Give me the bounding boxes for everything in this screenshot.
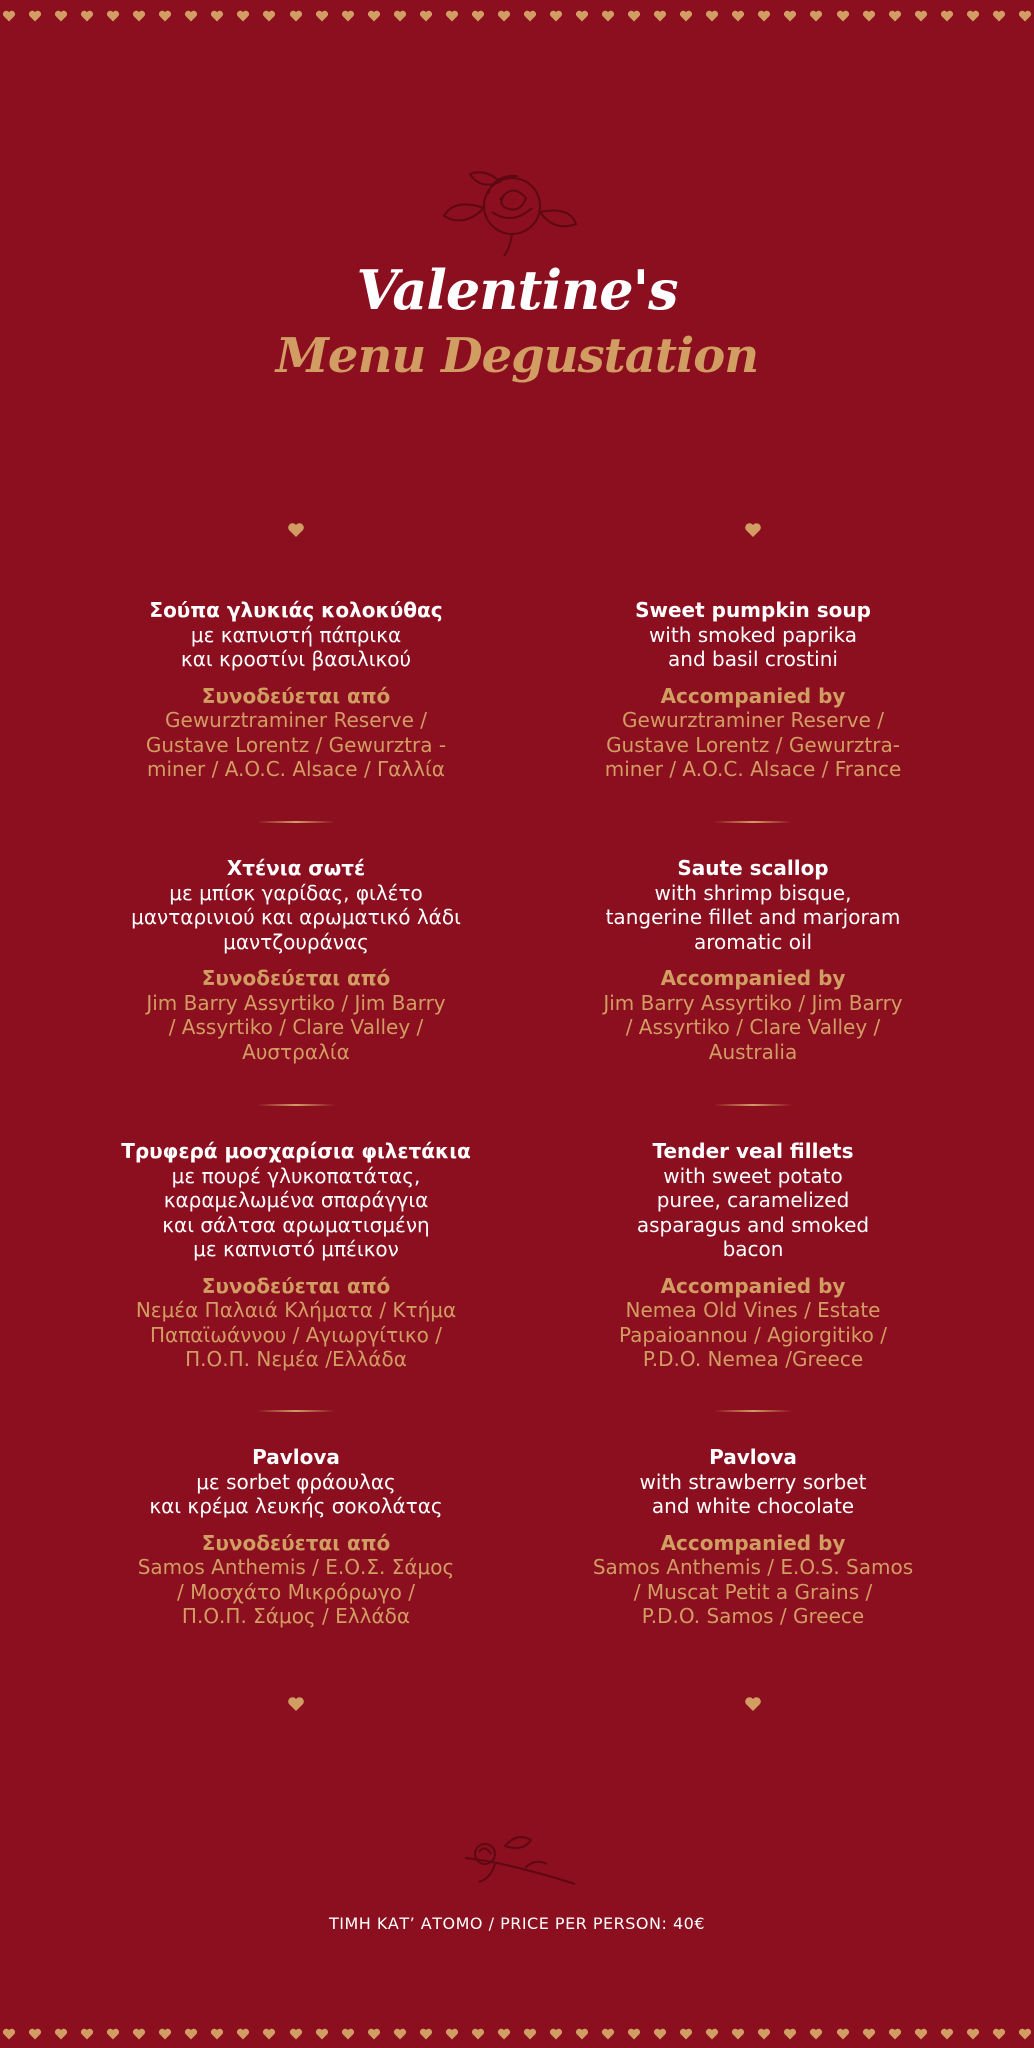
heart-icon bbox=[757, 2026, 771, 2040]
heart-icon bbox=[445, 8, 459, 22]
wine-pairing-label: Συνοδεύεται από bbox=[201, 683, 391, 708]
heart-icon bbox=[287, 522, 305, 538]
dish-description: με καπνιστή πάπρικα bbox=[190, 622, 402, 647]
dish-name: Tender veal fillets bbox=[652, 1139, 854, 1163]
heart-icon bbox=[262, 8, 276, 22]
wine-pairing: / Μοσχάτο Μικρόρωγο / bbox=[177, 1579, 415, 1604]
dish-description: with sweet potato bbox=[663, 1163, 843, 1188]
dish-description: and basil crostini bbox=[668, 647, 838, 671]
heart-icon bbox=[679, 8, 693, 22]
heart-icon bbox=[575, 8, 589, 22]
heart-icon bbox=[289, 8, 303, 22]
dish-description: καραμελωμένα σπαράγγια bbox=[163, 1188, 429, 1212]
dish-name: Saute scallop bbox=[677, 856, 829, 880]
heart-icon bbox=[992, 8, 1006, 22]
heart-icon bbox=[783, 2026, 797, 2040]
heart-icon bbox=[497, 2026, 511, 2040]
course-2-greek bbox=[96, 856, 496, 1064]
heart-icon bbox=[888, 8, 902, 22]
heart-icon bbox=[940, 8, 954, 22]
heart-icon bbox=[184, 2026, 198, 2040]
dish-description: με πουρέ γλυκοπατάτας, bbox=[171, 1163, 421, 1188]
dish-name: Sweet pumpkin soup bbox=[635, 598, 871, 622]
menu-subtitle: Menu Degustation bbox=[275, 328, 759, 384]
heart-icon bbox=[445, 2026, 459, 2040]
wine-pairing-label: Accompanied by bbox=[660, 683, 846, 708]
heart-icon bbox=[705, 2026, 719, 2040]
price-per-person: ΤΙΜΗ ΚΑΤ’ ΑΤΟΜΟ / PRICE PER PERSON: 40€ bbox=[329, 1914, 705, 1933]
dish-description: και κροστίνι βασιλικού bbox=[180, 647, 412, 671]
section-divider bbox=[714, 1410, 792, 1412]
section-divider bbox=[257, 1410, 335, 1412]
heart-icon bbox=[367, 8, 381, 22]
heart-icon bbox=[757, 8, 771, 22]
heart-icon bbox=[80, 8, 94, 22]
heart-icon bbox=[54, 2026, 68, 2040]
heart-icon bbox=[744, 522, 762, 538]
heart-icon bbox=[940, 2026, 954, 2040]
heart-icon bbox=[315, 2026, 329, 2040]
heart-icon bbox=[1018, 8, 1032, 22]
heart-icon bbox=[106, 2026, 120, 2040]
dish-description: aromatic oil bbox=[693, 929, 813, 954]
dish-name: Pavlova bbox=[709, 1445, 797, 1469]
heart-icon bbox=[549, 8, 563, 22]
heart-icon bbox=[341, 2026, 355, 2040]
wine-pairing: / Assyrtiko / Clare Valley / bbox=[168, 1015, 424, 1039]
heart-icon bbox=[287, 1696, 305, 1712]
heart-icon bbox=[28, 8, 42, 22]
heart-icon bbox=[158, 8, 172, 22]
wine-pairing: Π.Ο.Π. Νεμέα /Ελλάδα bbox=[185, 1347, 407, 1371]
top-heart-border bbox=[0, 0, 1034, 30]
wine-pairing: / Muscat Petit a Grains / bbox=[633, 1579, 873, 1604]
section-divider bbox=[257, 821, 335, 823]
heart-icon bbox=[523, 8, 537, 22]
wine-pairing: Νεμέα Παλαιά Κλήματα / Κτήμα bbox=[135, 1298, 457, 1322]
course-1-english bbox=[553, 598, 953, 782]
heart-icon bbox=[28, 2026, 42, 2040]
wine-pairing-label: Συνοδεύεται από bbox=[201, 966, 391, 990]
wine-pairing-label: Συνοδεύεται από bbox=[201, 1530, 391, 1555]
heart-icon bbox=[653, 2026, 667, 2040]
heart-icon bbox=[836, 2026, 850, 2040]
dish-description: με καπνιστό μπέικον bbox=[193, 1237, 399, 1261]
heart-icon bbox=[210, 8, 224, 22]
dish-description: with smoked paprika bbox=[648, 622, 858, 647]
heart-icon bbox=[523, 2026, 537, 2040]
heart-icon bbox=[289, 2026, 303, 2040]
heart-icon bbox=[184, 8, 198, 22]
wine-pairing: Gustave Lorentz / Gewurztra- bbox=[606, 732, 900, 757]
wine-pairing: Gewurztraminer Reserve / bbox=[165, 708, 427, 732]
wine-pairing: miner / A.O.C. Alsace / France bbox=[604, 757, 902, 781]
heart-icon bbox=[966, 2026, 980, 2040]
heart-icon bbox=[393, 2026, 407, 2040]
dish-description: και σάλτσα αρωματισμένη bbox=[162, 1212, 430, 1237]
wine-pairing: Nemea Old Vines / Estate bbox=[625, 1298, 881, 1322]
heart-icon bbox=[888, 2026, 902, 2040]
heart-icon bbox=[575, 2026, 589, 2040]
heart-icon bbox=[1018, 2026, 1032, 2040]
dish-name: Τρυφερά μοσχαρίσια φιλετάκια bbox=[121, 1139, 471, 1163]
heart-icon bbox=[106, 8, 120, 22]
heart-icon bbox=[210, 2026, 224, 2040]
heart-icon bbox=[80, 2026, 94, 2040]
heart-icon bbox=[809, 8, 823, 22]
menu-title: Valentine's bbox=[356, 258, 678, 322]
heart-icon bbox=[731, 8, 745, 22]
wine-pairing: Samos Anthemis / E.O.S. Samos bbox=[592, 1555, 914, 1579]
heart-icon bbox=[653, 8, 667, 22]
bottom-heart-border bbox=[0, 2018, 1034, 2048]
dish-description: tangerine fillet and marjoram bbox=[605, 905, 901, 929]
dish-description: μαντζουράνας bbox=[223, 929, 369, 954]
heart-icon bbox=[497, 8, 511, 22]
wine-pairing: Gewurztraminer Reserve / bbox=[622, 708, 884, 732]
course-3-greek bbox=[96, 1139, 496, 1372]
rose-branch-icon bbox=[455, 1828, 585, 1888]
course-3-english bbox=[553, 1139, 953, 1372]
dish-description: with strawberry sorbet bbox=[639, 1469, 867, 1494]
heart-icon bbox=[393, 8, 407, 22]
wine-pairing: Samos Anthemis / Ε.Ο.Σ. Σάμος bbox=[137, 1555, 455, 1579]
dish-description: με μπίσκ γαρίδας, φιλέτο bbox=[169, 880, 423, 905]
heart-icon bbox=[132, 8, 146, 22]
wine-pairing-label: Accompanied by bbox=[660, 966, 846, 990]
heart-icon bbox=[783, 8, 797, 22]
heart-icon bbox=[236, 2026, 250, 2040]
heart-icon bbox=[836, 8, 850, 22]
heart-icon bbox=[315, 8, 329, 22]
wine-pairing-label: Accompanied by bbox=[660, 1530, 846, 1555]
wine-pairing-label: Συνοδεύεται από bbox=[201, 1273, 391, 1298]
wine-pairing: Jim Barry Assyrtiko / Jim Barry bbox=[603, 990, 903, 1015]
rose-icon bbox=[440, 160, 580, 260]
heart-icon bbox=[914, 2026, 928, 2040]
section-divider bbox=[257, 1104, 335, 1106]
heart-icon bbox=[262, 2026, 276, 2040]
wine-pairing: P.D.O. Nemea /Greece bbox=[642, 1347, 864, 1371]
heart-icon bbox=[744, 1696, 762, 1712]
wine-pairing-label: Accompanied by bbox=[660, 1273, 846, 1298]
dish-name: Χτένια σωτέ bbox=[226, 856, 366, 880]
heart-icon bbox=[601, 8, 615, 22]
wine-pairing: P.D.O. Samos / Greece bbox=[641, 1604, 865, 1628]
dish-description: puree, caramelized bbox=[656, 1188, 850, 1212]
dish-name: Σούπα γλυκιάς κολοκύθας bbox=[149, 598, 443, 622]
heart-icon bbox=[966, 8, 980, 22]
dish-description: με sorbet φράουλας bbox=[196, 1469, 396, 1494]
heart-icon bbox=[601, 2026, 615, 2040]
heart-icon bbox=[54, 8, 68, 22]
heart-icon bbox=[471, 8, 485, 22]
heart-icon bbox=[367, 2026, 381, 2040]
wine-pairing: / Assyrtiko / Clare Valley / bbox=[625, 1015, 881, 1039]
dish-description: with shrimp bisque, bbox=[654, 880, 852, 905]
dish-name: Pavlova bbox=[252, 1445, 340, 1469]
course-1-greek bbox=[96, 598, 496, 782]
heart-icon bbox=[2, 8, 16, 22]
wine-pairing: Gustave Lorentz / Gewurztra - bbox=[145, 732, 447, 757]
heart-icon bbox=[549, 2026, 563, 2040]
dish-description: bacon bbox=[722, 1237, 784, 1261]
dish-description: and white chocolate bbox=[651, 1494, 855, 1518]
heart-icon bbox=[914, 8, 928, 22]
dish-description: και κρέμα λευκής σοκολάτας bbox=[149, 1494, 443, 1518]
heart-icon bbox=[627, 8, 641, 22]
dish-description: μανταρινιού και αρωματικό λάδι bbox=[131, 905, 461, 929]
wine-pairing: Παπαϊωάννου / Αγιωργίτικο / bbox=[149, 1322, 442, 1347]
heart-icon bbox=[679, 2026, 693, 2040]
wine-pairing: Australia bbox=[708, 1039, 798, 1064]
heart-icon bbox=[862, 2026, 876, 2040]
heart-icon bbox=[992, 2026, 1006, 2040]
heart-icon bbox=[158, 2026, 172, 2040]
wine-pairing: Π.Ο.Π. Σάμος / Ελλάδα bbox=[181, 1604, 411, 1628]
wine-pairing: Jim Barry Assyrtiko / Jim Barry bbox=[146, 990, 446, 1015]
heart-icon bbox=[419, 2026, 433, 2040]
heart-icon bbox=[862, 8, 876, 22]
wine-pairing: Papaioannou / Agiorgitiko / bbox=[618, 1322, 888, 1347]
course-4-english bbox=[553, 1445, 953, 1629]
heart-icon bbox=[2, 2026, 16, 2040]
heart-icon bbox=[627, 2026, 641, 2040]
course-4-greek bbox=[96, 1445, 496, 1629]
heart-icon bbox=[132, 2026, 146, 2040]
wine-pairing: miner / A.O.C. Alsace / Γαλλία bbox=[147, 757, 445, 781]
heart-icon bbox=[809, 2026, 823, 2040]
wine-pairing: Αυστραλία bbox=[242, 1039, 350, 1064]
heart-icon bbox=[419, 8, 433, 22]
course-2-english bbox=[553, 856, 953, 1064]
section-divider bbox=[714, 821, 792, 823]
heart-icon bbox=[341, 8, 355, 22]
heart-icon bbox=[705, 8, 719, 22]
section-divider bbox=[714, 1104, 792, 1106]
dish-description: asparagus and smoked bbox=[636, 1212, 870, 1237]
heart-icon bbox=[236, 8, 250, 22]
heart-icon bbox=[731, 2026, 745, 2040]
heart-icon bbox=[471, 2026, 485, 2040]
